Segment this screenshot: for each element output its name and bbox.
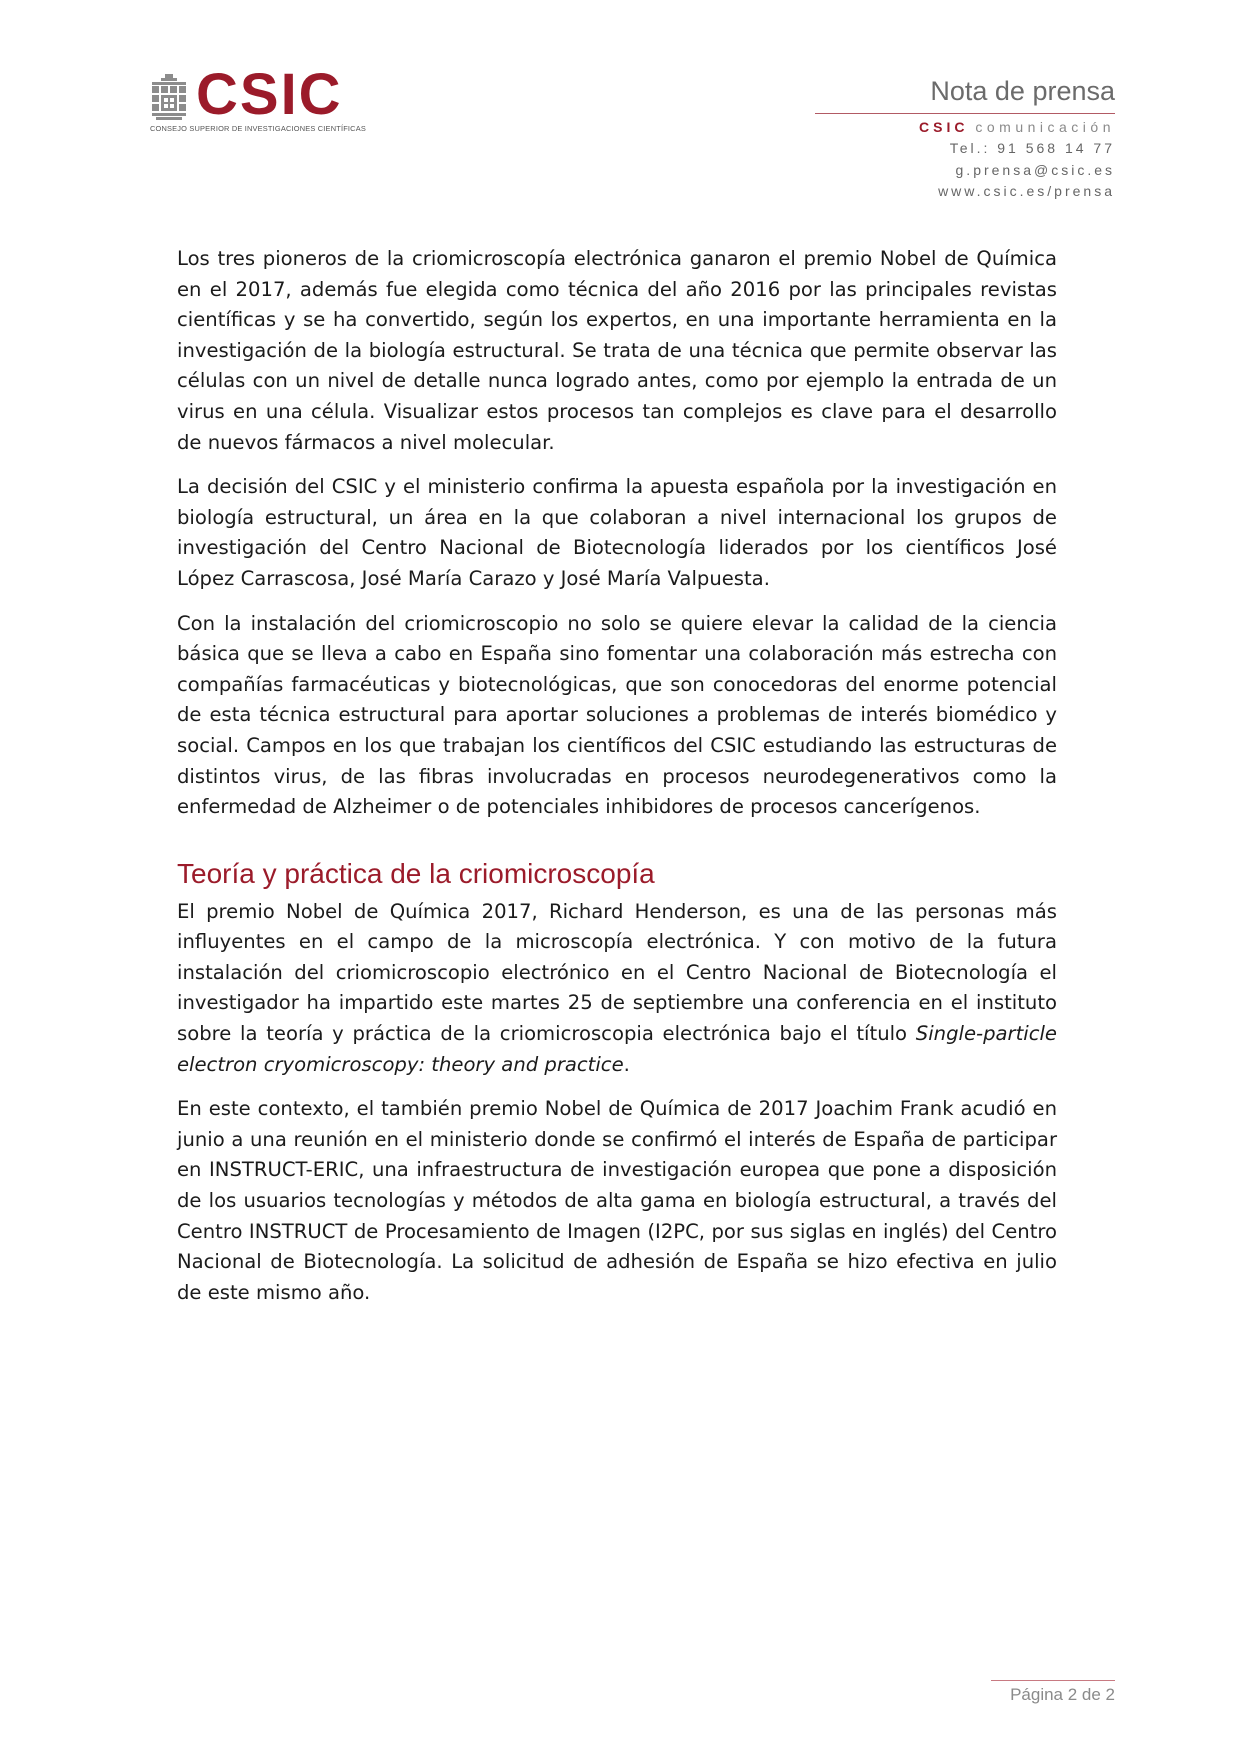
paragraph-4-text: El premio Nobel de Química 2017, Richard Henderson, es una de las personas más influyentes en el campo de la microscopía electrónica. Y con motivo de la futura instalación del criomicroscopio electrónico en el Centro Nacional de Biotecnología el investigador ha impartido este martes 25 de septiembre una conferencia en el instituto sobre la teoría y práctica de la criomicroscopia electrónica bajo el título [177,899,1057,1046]
section-heading: Teoría y práctica de la criomicroscopía [177,857,655,889]
paragraph-5: En este contexto, el también premio Nobel de Química de 2017 Joachim Frank acudió en junio a una reunión en el ministerio donde se confirmó el interés de España de participar en INSTRUCT-ERIC, una infraestructura de investigación europea que pone a disposición de los usuarios tecnologías y métodos de alta gama en biología estructural, a través del Centro INSTRUCT de Procesamiento de Imagen (I2PC, por sus siglas en inglés) del Centro Nacional de Biotecnología. La solicitud de adhesión de España se hizo efectiva en julio de este mismo año. [177,1097,1057,1304]
press-brand: CSIC [919,119,969,135]
press-department [815,120,1115,135]
press-dept: comunicación [975,119,1115,135]
press-website[interactable]: www.csic.es/prensa [938,183,1115,200]
paragraph-4 [177,897,1057,1081]
logo-wordmark: CSIC [196,62,343,127]
press-phone: Tel.: 91 568 14 77 [949,140,1115,157]
paragraph-2: La decisión del CSIC y el ministerio confirma la apuesta española por la investigación en biología estructural, un área en la que colaboran a nivel internacional los grupos de investigación del Centro Nacional de Biotecnología liderados por los científicos José López Carrascosa, José María Carazo y José María Valpuesta. [177,475,1057,590]
logo-subtitle: CONSEJO SUPERIOR DE INVESTIGACIONES CIENTÍFICAS [150,124,366,133]
lecture-title: Single-particle electron cryomicroscopy: theory and practice [177,1022,1057,1076]
csic-emblem-icon [150,74,188,124]
press-title: Nota de prensa [815,78,1115,114]
press-email[interactable]: g.prensa@csic.es [955,161,1115,178]
press-header [815,78,1115,200]
article-body [177,244,1057,1322]
paragraph-1: Los tres pioneros de la criomicroscopía electrónica ganaron el premio Nobel de Química en el 2017, además fue elegida como técnica del año 2016 por las principales revistas científicas y se ha convertido, según los expertos, en una importante herramienta en la investigación de la biología estructural. Se trata de una técnica que permite observar las células con un nivel de detalle nunca logrado antes, como por ejemplo la entrada de un virus en una célula. Visualizar estos procesos tan complejos es clave para el desarrollo de nuevos fármacos a nivel molecular. [177,247,1057,454]
paragraph-4-end: . [623,1052,630,1076]
csic-logo[interactable] [150,62,380,138]
paragraph-3: Con la instalación del criomicroscopio no solo se quiere elevar la calidad de la ciencia básica que se lleva a cabo en España sino fomentar una colaboración más estrecha con compañías farmacéuticas y biotecnológicas, que son conocedoras del enorme potencial de esta técnica estructural para aportar soluciones a problemas de interés biomédico y social. Campos en los que trabajan los científicos del CSIC estudiando las estructuras de distintos virus, de las fibras involucradas en procesos neurodegenerativos como la enfermedad de Alzheimer o de potenciales inhibidores de procesos cancerígenos. [177,611,1057,819]
page-number: Página 2 de 2 [991,1680,1115,1705]
